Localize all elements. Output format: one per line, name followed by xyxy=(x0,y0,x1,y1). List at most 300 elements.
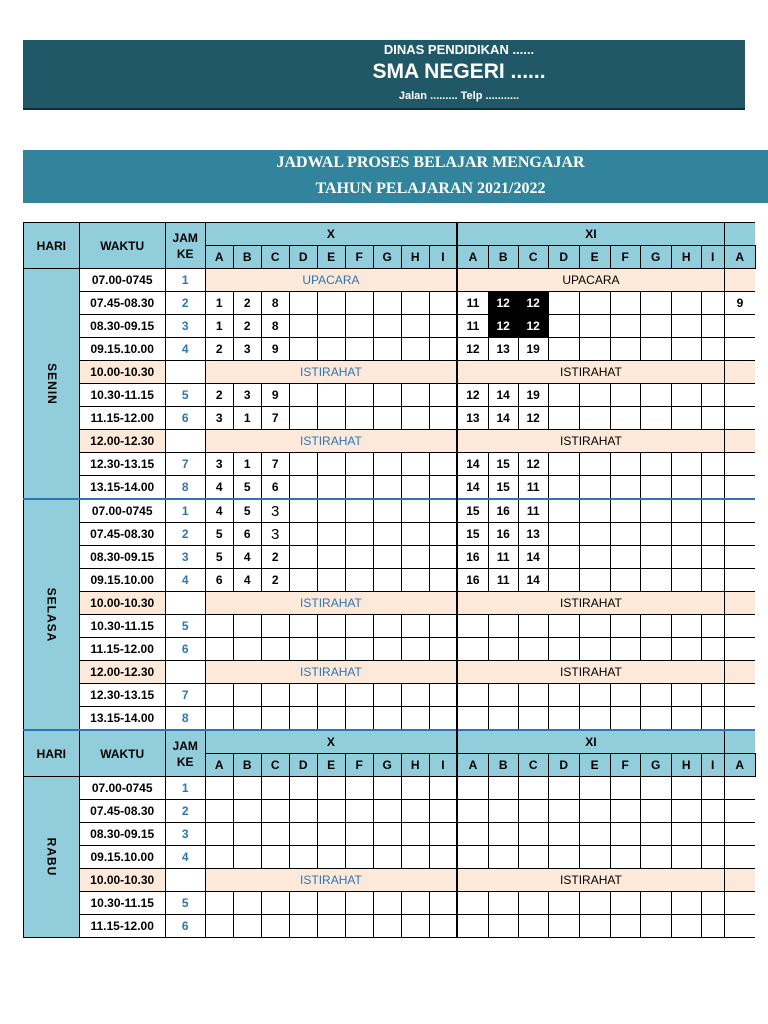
cell-x[interactable]: 3 xyxy=(261,523,289,546)
cell-xi[interactable] xyxy=(610,546,640,569)
cell-xi[interactable]: 13 xyxy=(488,338,518,361)
cell-xi[interactable] xyxy=(671,315,701,338)
cell-xi[interactable]: 16 xyxy=(457,569,488,592)
cell-xi[interactable] xyxy=(457,684,488,707)
cell-xi[interactable] xyxy=(579,453,610,476)
cell-xi[interactable] xyxy=(518,684,548,707)
cell-xi[interactable] xyxy=(548,338,579,361)
cell-extra[interactable] xyxy=(724,384,755,407)
cell-x[interactable] xyxy=(233,915,261,938)
cell-xi[interactable] xyxy=(671,823,701,846)
cell-x[interactable] xyxy=(289,453,317,476)
cell-xi[interactable] xyxy=(701,892,724,915)
cell-x[interactable]: 5 xyxy=(233,476,261,500)
cell-x[interactable] xyxy=(205,707,233,731)
cell-xi[interactable] xyxy=(640,499,671,523)
cell-xi[interactable] xyxy=(701,569,724,592)
cell-xi[interactable]: 15 xyxy=(457,523,488,546)
cell-xi[interactable] xyxy=(640,684,671,707)
cell-xi[interactable] xyxy=(488,777,518,800)
cell-x[interactable] xyxy=(261,684,289,707)
cell-x[interactable]: 5 xyxy=(233,499,261,523)
cell-xi[interactable] xyxy=(610,523,640,546)
cell-x[interactable] xyxy=(317,338,345,361)
cell-x[interactable] xyxy=(401,892,429,915)
cell-x[interactable] xyxy=(289,892,317,915)
cell-x[interactable] xyxy=(429,384,457,407)
cell-x[interactable] xyxy=(401,615,429,638)
cell-xi[interactable] xyxy=(579,499,610,523)
cell-x[interactable] xyxy=(373,292,401,315)
cell-x[interactable] xyxy=(261,615,289,638)
cell-x[interactable] xyxy=(401,499,429,523)
cell-x[interactable] xyxy=(205,777,233,800)
cell-xi[interactable] xyxy=(640,777,671,800)
cell-x[interactable] xyxy=(401,638,429,661)
cell-xi[interactable] xyxy=(701,384,724,407)
cell-x[interactable] xyxy=(373,707,401,731)
cell-x[interactable] xyxy=(317,315,345,338)
cell-x[interactable] xyxy=(429,499,457,523)
cell-x[interactable] xyxy=(289,915,317,938)
cell-extra[interactable] xyxy=(724,707,755,731)
cell-xi[interactable] xyxy=(579,684,610,707)
cell-xi[interactable]: 14 xyxy=(488,384,518,407)
cell-x[interactable] xyxy=(401,292,429,315)
cell-xi[interactable] xyxy=(671,615,701,638)
cell-xi[interactable] xyxy=(548,915,579,938)
cell-xi[interactable] xyxy=(640,453,671,476)
cell-xi[interactable]: 13 xyxy=(457,407,488,430)
cell-xi[interactable] xyxy=(579,823,610,846)
cell-xi[interactable]: 11 xyxy=(488,569,518,592)
cell-x[interactable]: 4 xyxy=(205,476,233,500)
cell-xi[interactable] xyxy=(640,315,671,338)
cell-x[interactable] xyxy=(289,292,317,315)
cell-x[interactable] xyxy=(289,569,317,592)
cell-xi[interactable] xyxy=(671,407,701,430)
cell-xi[interactable] xyxy=(488,823,518,846)
cell-extra[interactable] xyxy=(724,315,755,338)
cell-xi[interactable] xyxy=(671,569,701,592)
cell-x[interactable] xyxy=(373,384,401,407)
cell-x[interactable] xyxy=(289,615,317,638)
cell-x[interactable] xyxy=(345,546,373,569)
cell-xi[interactable] xyxy=(671,338,701,361)
cell-xi[interactable]: 11 xyxy=(488,546,518,569)
cell-xi[interactable] xyxy=(488,707,518,731)
cell-x[interactable] xyxy=(233,684,261,707)
cell-x[interactable]: 7 xyxy=(261,453,289,476)
cell-x[interactable] xyxy=(261,638,289,661)
cell-x[interactable] xyxy=(401,707,429,731)
cell-x[interactable] xyxy=(345,523,373,546)
cell-xi[interactable] xyxy=(610,892,640,915)
cell-xi[interactable] xyxy=(701,684,724,707)
cell-x[interactable] xyxy=(401,476,429,500)
cell-x[interactable] xyxy=(317,800,345,823)
cell-xi[interactable] xyxy=(671,915,701,938)
cell-extra[interactable] xyxy=(724,546,755,569)
cell-xi[interactable] xyxy=(548,638,579,661)
cell-xi[interactable] xyxy=(488,915,518,938)
cell-x[interactable] xyxy=(401,800,429,823)
cell-x[interactable] xyxy=(345,569,373,592)
cell-x[interactable] xyxy=(233,707,261,731)
cell-extra[interactable] xyxy=(724,569,755,592)
cell-xi[interactable] xyxy=(610,800,640,823)
cell-xi[interactable]: 16 xyxy=(488,523,518,546)
cell-xi[interactable]: 14 xyxy=(457,476,488,500)
cell-xi[interactable]: 12 xyxy=(488,292,518,315)
cell-x[interactable]: 3 xyxy=(261,499,289,523)
cell-xi[interactable] xyxy=(579,777,610,800)
cell-x[interactable]: 2 xyxy=(205,384,233,407)
cell-xi[interactable] xyxy=(548,499,579,523)
cell-xi[interactable] xyxy=(671,546,701,569)
cell-xi[interactable] xyxy=(610,915,640,938)
cell-xi[interactable] xyxy=(640,707,671,731)
cell-extra[interactable] xyxy=(724,338,755,361)
cell-x[interactable] xyxy=(289,384,317,407)
cell-xi[interactable] xyxy=(640,476,671,500)
cell-x[interactable] xyxy=(205,615,233,638)
cell-x[interactable] xyxy=(317,546,345,569)
cell-x[interactable]: 8 xyxy=(261,315,289,338)
cell-x[interactable] xyxy=(401,846,429,869)
cell-xi[interactable] xyxy=(701,315,724,338)
cell-xi[interactable] xyxy=(548,684,579,707)
cell-xi[interactable] xyxy=(579,800,610,823)
cell-xi[interactable] xyxy=(579,707,610,731)
cell-x[interactable] xyxy=(289,846,317,869)
cell-xi[interactable] xyxy=(610,384,640,407)
cell-xi[interactable] xyxy=(579,338,610,361)
cell-x[interactable] xyxy=(317,615,345,638)
cell-extra[interactable] xyxy=(724,800,755,823)
cell-xi[interactable]: 12 xyxy=(518,292,548,315)
cell-x[interactable]: 2 xyxy=(261,546,289,569)
cell-xi[interactable] xyxy=(610,777,640,800)
cell-xi[interactable]: 15 xyxy=(488,453,518,476)
cell-x[interactable] xyxy=(233,846,261,869)
cell-xi[interactable] xyxy=(488,800,518,823)
cell-xi[interactable] xyxy=(548,777,579,800)
cell-x[interactable]: 1 xyxy=(205,315,233,338)
cell-x[interactable] xyxy=(429,915,457,938)
cell-x[interactable] xyxy=(289,638,317,661)
cell-x[interactable] xyxy=(289,684,317,707)
cell-xi[interactable] xyxy=(701,407,724,430)
cell-xi[interactable] xyxy=(701,453,724,476)
cell-x[interactable] xyxy=(401,546,429,569)
cell-x[interactable] xyxy=(373,915,401,938)
cell-x[interactable] xyxy=(429,615,457,638)
cell-x[interactable] xyxy=(345,684,373,707)
cell-x[interactable] xyxy=(233,638,261,661)
cell-extra[interactable] xyxy=(724,523,755,546)
cell-x[interactable] xyxy=(429,292,457,315)
cell-x[interactable] xyxy=(373,476,401,500)
cell-xi[interactable] xyxy=(457,777,488,800)
cell-x[interactable] xyxy=(233,823,261,846)
cell-x[interactable]: 6 xyxy=(205,569,233,592)
cell-xi[interactable] xyxy=(640,915,671,938)
cell-extra[interactable]: 9 xyxy=(724,292,755,315)
cell-xi[interactable]: 16 xyxy=(457,546,488,569)
cell-x[interactable]: 2 xyxy=(205,338,233,361)
cell-extra[interactable] xyxy=(724,615,755,638)
cell-xi[interactable] xyxy=(610,615,640,638)
cell-xi[interactable] xyxy=(548,453,579,476)
cell-xi[interactable] xyxy=(671,292,701,315)
cell-xi[interactable]: 11 xyxy=(518,476,548,500)
cell-xi[interactable] xyxy=(457,638,488,661)
cell-x[interactable] xyxy=(429,892,457,915)
cell-x[interactable] xyxy=(205,823,233,846)
cell-xi[interactable] xyxy=(548,846,579,869)
cell-x[interactable] xyxy=(345,315,373,338)
cell-x[interactable] xyxy=(429,684,457,707)
cell-extra[interactable] xyxy=(724,777,755,800)
cell-extra[interactable] xyxy=(724,407,755,430)
cell-x[interactable] xyxy=(373,846,401,869)
cell-x[interactable] xyxy=(317,638,345,661)
cell-xi[interactable] xyxy=(548,476,579,500)
cell-x[interactable] xyxy=(289,499,317,523)
cell-x[interactable] xyxy=(429,407,457,430)
cell-x[interactable] xyxy=(317,453,345,476)
cell-xi[interactable] xyxy=(671,846,701,869)
cell-extra[interactable] xyxy=(724,476,755,500)
cell-x[interactable] xyxy=(317,915,345,938)
cell-x[interactable] xyxy=(345,499,373,523)
cell-x[interactable] xyxy=(345,338,373,361)
cell-x[interactable] xyxy=(345,407,373,430)
cell-x[interactable]: 6 xyxy=(233,523,261,546)
cell-xi[interactable]: 14 xyxy=(488,407,518,430)
cell-xi[interactable] xyxy=(640,615,671,638)
cell-xi[interactable]: 12 xyxy=(518,407,548,430)
cell-x[interactable] xyxy=(289,476,317,500)
cell-xi[interactable] xyxy=(671,684,701,707)
cell-x[interactable] xyxy=(233,892,261,915)
cell-x[interactable] xyxy=(401,684,429,707)
cell-x[interactable] xyxy=(345,615,373,638)
cell-xi[interactable] xyxy=(457,615,488,638)
cell-xi[interactable] xyxy=(548,546,579,569)
cell-x[interactable] xyxy=(261,823,289,846)
cell-xi[interactable] xyxy=(610,684,640,707)
cell-xi[interactable] xyxy=(640,800,671,823)
cell-xi[interactable] xyxy=(610,707,640,731)
cell-xi[interactable] xyxy=(610,846,640,869)
cell-x[interactable] xyxy=(345,384,373,407)
cell-xi[interactable] xyxy=(579,915,610,938)
cell-x[interactable] xyxy=(345,892,373,915)
cell-xi[interactable] xyxy=(671,800,701,823)
cell-x[interactable] xyxy=(317,476,345,500)
cell-x[interactable] xyxy=(345,292,373,315)
cell-xi[interactable] xyxy=(610,476,640,500)
cell-xi[interactable] xyxy=(518,915,548,938)
cell-x[interactable] xyxy=(317,569,345,592)
cell-xi[interactable]: 11 xyxy=(457,315,488,338)
cell-x[interactable]: 6 xyxy=(261,476,289,500)
cell-x[interactable] xyxy=(429,476,457,500)
cell-xi[interactable] xyxy=(671,476,701,500)
cell-xi[interactable] xyxy=(701,615,724,638)
cell-xi[interactable] xyxy=(579,315,610,338)
cell-x[interactable] xyxy=(289,338,317,361)
cell-xi[interactable] xyxy=(548,523,579,546)
cell-xi[interactable]: 12 xyxy=(488,315,518,338)
cell-x[interactable]: 1 xyxy=(233,453,261,476)
cell-xi[interactable] xyxy=(701,915,724,938)
cell-extra[interactable] xyxy=(724,823,755,846)
cell-x[interactable]: 3 xyxy=(233,338,261,361)
cell-xi[interactable] xyxy=(548,615,579,638)
cell-x[interactable] xyxy=(261,846,289,869)
cell-x[interactable] xyxy=(289,315,317,338)
cell-xi[interactable] xyxy=(579,292,610,315)
cell-xi[interactable]: 11 xyxy=(457,292,488,315)
cell-xi[interactable] xyxy=(579,615,610,638)
cell-x[interactable] xyxy=(261,915,289,938)
cell-xi[interactable] xyxy=(548,407,579,430)
cell-xi[interactable] xyxy=(640,823,671,846)
cell-x[interactable] xyxy=(429,800,457,823)
cell-x[interactable] xyxy=(205,800,233,823)
cell-xi[interactable] xyxy=(548,384,579,407)
cell-extra[interactable] xyxy=(724,846,755,869)
cell-x[interactable]: 8 xyxy=(261,292,289,315)
cell-xi[interactable]: 14 xyxy=(518,569,548,592)
cell-xi[interactable] xyxy=(701,777,724,800)
cell-xi[interactable] xyxy=(701,546,724,569)
cell-xi[interactable] xyxy=(518,892,548,915)
cell-x[interactable]: 2 xyxy=(261,569,289,592)
cell-xi[interactable] xyxy=(701,338,724,361)
cell-x[interactable] xyxy=(317,292,345,315)
cell-x[interactable] xyxy=(373,546,401,569)
cell-xi[interactable] xyxy=(579,523,610,546)
cell-x[interactable]: 5 xyxy=(205,546,233,569)
cell-xi[interactable] xyxy=(518,615,548,638)
cell-xi[interactable] xyxy=(610,338,640,361)
cell-x[interactable] xyxy=(373,823,401,846)
cell-xi[interactable] xyxy=(518,846,548,869)
cell-x[interactable] xyxy=(429,823,457,846)
cell-extra[interactable] xyxy=(724,453,755,476)
cell-xi[interactable] xyxy=(640,338,671,361)
cell-xi[interactable] xyxy=(671,499,701,523)
cell-xi[interactable] xyxy=(640,846,671,869)
cell-xi[interactable] xyxy=(640,569,671,592)
cell-extra[interactable] xyxy=(724,638,755,661)
cell-x[interactable]: 4 xyxy=(233,569,261,592)
cell-x[interactable] xyxy=(317,499,345,523)
cell-x[interactable] xyxy=(205,846,233,869)
cell-x[interactable] xyxy=(289,407,317,430)
cell-xi[interactable] xyxy=(610,292,640,315)
cell-xi[interactable] xyxy=(610,638,640,661)
cell-xi[interactable] xyxy=(640,292,671,315)
cell-xi[interactable]: 14 xyxy=(457,453,488,476)
cell-xi[interactable] xyxy=(671,892,701,915)
cell-xi[interactable] xyxy=(701,523,724,546)
cell-x[interactable] xyxy=(233,615,261,638)
cell-xi[interactable]: 14 xyxy=(518,546,548,569)
cell-xi[interactable] xyxy=(488,684,518,707)
cell-x[interactable] xyxy=(289,546,317,569)
cell-xi[interactable]: 12 xyxy=(457,384,488,407)
cell-x[interactable] xyxy=(317,684,345,707)
cell-xi[interactable] xyxy=(579,546,610,569)
cell-x[interactable]: 4 xyxy=(205,499,233,523)
cell-xi[interactable] xyxy=(518,777,548,800)
cell-x[interactable] xyxy=(401,777,429,800)
cell-xi[interactable] xyxy=(610,315,640,338)
cell-x[interactable] xyxy=(373,638,401,661)
cell-x[interactable]: 4 xyxy=(233,546,261,569)
cell-extra[interactable] xyxy=(724,892,755,915)
cell-xi[interactable] xyxy=(640,523,671,546)
cell-x[interactable]: 2 xyxy=(233,315,261,338)
cell-x[interactable] xyxy=(345,846,373,869)
cell-x[interactable] xyxy=(345,800,373,823)
cell-x[interactable] xyxy=(261,777,289,800)
cell-x[interactable] xyxy=(373,800,401,823)
cell-xi[interactable] xyxy=(579,846,610,869)
cell-xi[interactable]: 19 xyxy=(518,338,548,361)
cell-x[interactable] xyxy=(401,569,429,592)
cell-x[interactable] xyxy=(205,638,233,661)
cell-xi[interactable] xyxy=(457,707,488,731)
cell-xi[interactable] xyxy=(701,292,724,315)
cell-xi[interactable]: 12 xyxy=(457,338,488,361)
cell-xi[interactable] xyxy=(640,892,671,915)
cell-xi[interactable] xyxy=(701,846,724,869)
cell-xi[interactable] xyxy=(548,569,579,592)
cell-xi[interactable]: 15 xyxy=(457,499,488,523)
cell-extra[interactable] xyxy=(724,499,755,523)
cell-x[interactable] xyxy=(289,800,317,823)
cell-x[interactable] xyxy=(373,338,401,361)
cell-xi[interactable] xyxy=(640,407,671,430)
cell-x[interactable] xyxy=(317,384,345,407)
cell-x[interactable] xyxy=(317,823,345,846)
cell-xi[interactable]: 13 xyxy=(518,523,548,546)
cell-x[interactable] xyxy=(373,777,401,800)
cell-xi[interactable] xyxy=(488,638,518,661)
cell-x[interactable] xyxy=(345,777,373,800)
cell-x[interactable]: 7 xyxy=(261,407,289,430)
cell-x[interactable] xyxy=(429,777,457,800)
cell-extra[interactable] xyxy=(724,684,755,707)
cell-x[interactable]: 9 xyxy=(261,338,289,361)
cell-xi[interactable] xyxy=(457,915,488,938)
cell-x[interactable] xyxy=(317,523,345,546)
cell-x[interactable] xyxy=(373,499,401,523)
cell-extra[interactable] xyxy=(724,915,755,938)
cell-x[interactable] xyxy=(317,707,345,731)
cell-x[interactable] xyxy=(429,453,457,476)
cell-xi[interactable] xyxy=(579,569,610,592)
cell-xi[interactable] xyxy=(457,846,488,869)
cell-xi[interactable] xyxy=(610,407,640,430)
cell-x[interactable] xyxy=(373,523,401,546)
